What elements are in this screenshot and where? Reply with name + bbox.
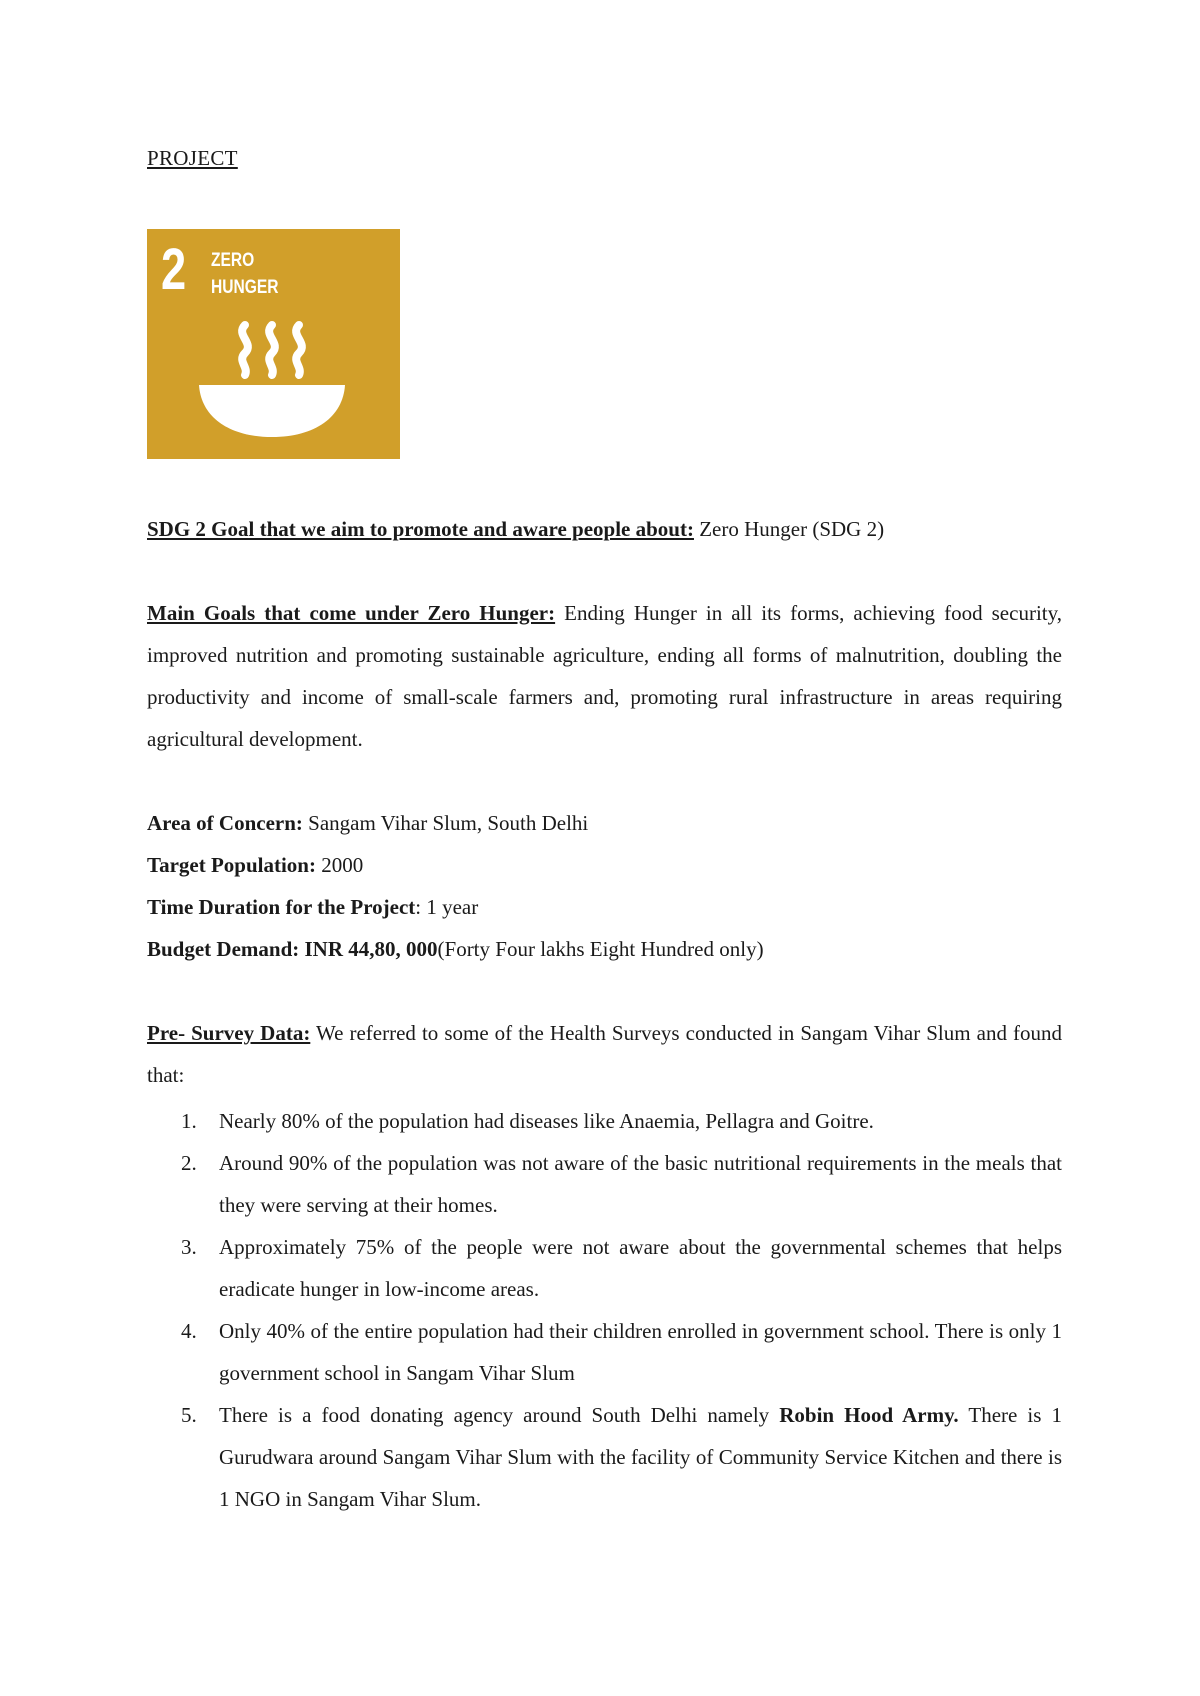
list-item	[147, 1142, 1062, 1226]
main-goals-label: Main Goals that come under Zero Hunger:	[147, 601, 556, 625]
pre-survey-intro	[147, 1012, 1062, 1096]
list-item-number: 4.	[181, 1319, 197, 1343]
area-of-concern	[147, 802, 588, 844]
list-item-text: Only 40% of the entire population had their children enrolled in government school. There is only 1 government school in Sangam Vihar Slum	[219, 1319, 1062, 1385]
list-item-text-after: There is 1 Gurudwara around Sangam Vihar Slum with the facility of Community Service Kitchen and there is 1 NGO in Sangam Vihar Slum.	[219, 1403, 1062, 1511]
target-population	[147, 844, 363, 886]
steaming-bowl-icon	[197, 317, 347, 442]
sdg-2-logo	[147, 229, 400, 459]
list-item-number: 5.	[181, 1403, 197, 1427]
list-item	[147, 1100, 1062, 1142]
list-item	[147, 1310, 1062, 1394]
pre-survey-label: Pre- Survey Data:	[147, 1021, 311, 1045]
list-item-text: Approximately 75% of the people were not aware about the governmental schemes that helps eradicate hunger in low-income areas.	[219, 1235, 1062, 1301]
area-value: Sangam Vihar Slum, South Delhi	[302, 811, 589, 835]
area-label: Area of Concern:	[147, 811, 303, 835]
list-item-text: Around 90% of the population was not aware of the basic nutritional requirements in the meals that they were serving at their homes.	[219, 1151, 1062, 1217]
list-item-number: 1.	[181, 1109, 197, 1133]
budget-demand	[147, 928, 764, 970]
sdg-goal-label: SDG 2 Goal that we aim to promote and aware people about:	[147, 517, 694, 541]
list-item	[147, 1226, 1062, 1310]
main-goals-text: Ending Hunger in all its forms, achieving food security, improved nutrition and promoting sustainable agriculture, ending all forms of malnutrition, doubling the productivity and income of small-scale farmers and, promoting rural infrastructure in areas requiring agricultural development.	[147, 601, 1062, 751]
pre-survey-text: We referred to some of the Health Surveys conducted in Sangam Vihar Slum and found that:	[147, 1021, 1062, 1087]
duration-label: Time Duration for the Project	[147, 895, 416, 919]
robin-hood-army-name: Robin Hood Army.	[779, 1403, 959, 1427]
population-value: 2000	[315, 853, 364, 877]
list-item-number: 3.	[181, 1235, 197, 1259]
budget-label: Budget Demand: INR 44,80, 000	[147, 937, 438, 961]
population-label: Target Population:	[147, 853, 316, 877]
time-duration	[147, 886, 478, 928]
main-goals-paragraph	[147, 592, 1062, 760]
document-title: PROJECT	[147, 146, 238, 170]
sdg-logo-number: 2	[161, 237, 187, 302]
document-page	[147, 0, 1062, 1696]
budget-value: (Forty Four lakhs Eight Hundred only)	[437, 937, 764, 961]
list-item-number: 2.	[181, 1151, 197, 1175]
list-item-text-before: There is a food donating agency around South Delhi namely	[219, 1403, 780, 1427]
survey-findings-list	[147, 1100, 1062, 1520]
list-item-text: Nearly 80% of the population had diseases like Anaemia, Pellagra and Goitre.	[219, 1109, 874, 1133]
duration-value: : 1 year	[415, 895, 479, 919]
sdg-logo-name: ZERO HUNGER	[211, 250, 279, 298]
sdg-goal-line	[147, 508, 1062, 550]
list-item	[147, 1394, 1062, 1520]
sdg-goal-value: Zero Hunger (SDG 2)	[693, 517, 885, 541]
